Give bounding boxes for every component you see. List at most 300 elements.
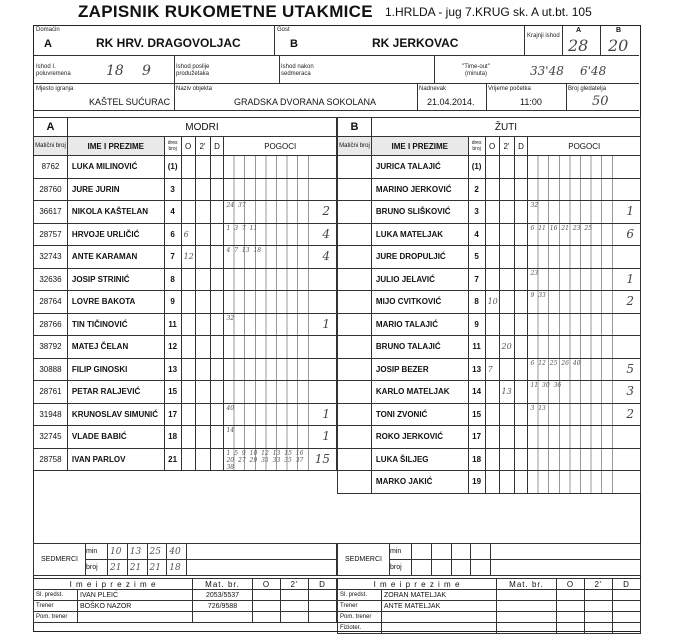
- name-header: IME I PREZIME: [371, 137, 468, 156]
- player-row: [34, 448, 337, 471]
- player-suspension: [499, 426, 514, 449]
- sedmerci-home-min-2: 13: [127, 544, 147, 560]
- player-suspension: [499, 223, 514, 246]
- player-goals: [224, 313, 337, 336]
- player-licence: [338, 201, 372, 224]
- player-disqualification: [210, 403, 224, 426]
- player-row: [338, 336, 641, 359]
- player-warning: [485, 223, 499, 246]
- player-number: 3: [164, 178, 181, 201]
- player-row: [338, 291, 641, 314]
- timeout-b: 6'48: [580, 64, 607, 78]
- player-disqualification: [514, 358, 528, 381]
- official-mat: 2053/5537: [193, 590, 253, 601]
- guest-roster-table: [337, 117, 641, 494]
- player-suspension: [195, 336, 210, 359]
- player-warning: 12: [181, 246, 195, 269]
- broj-label: broj: [86, 560, 108, 576]
- player-goals: [528, 448, 641, 471]
- player-licence: [338, 358, 372, 381]
- player-goals: [528, 403, 641, 426]
- final-score-b: 20: [608, 36, 629, 55]
- player-name: JOSIP BEZER: [371, 358, 468, 381]
- player-name: MARKO JAKIĆ: [371, 471, 468, 494]
- player-warning: [181, 381, 195, 404]
- player-number: 3: [468, 201, 485, 224]
- player-name: PETAR RALJEVIĆ: [67, 381, 164, 404]
- officials-d-header: D: [309, 579, 337, 590]
- guest-sedmerci-table: [337, 543, 641, 576]
- goal-total: 15: [314, 451, 330, 466]
- sedmerci-home-min-4: 40: [167, 544, 187, 560]
- player-disqualification: [210, 178, 224, 201]
- first-half-b: 9: [142, 63, 151, 79]
- player-goals: [528, 426, 641, 449]
- sedmerci-label: SEDMERCI: [338, 544, 390, 576]
- player-licence: 30888: [34, 358, 68, 381]
- player-number: 7: [164, 246, 181, 269]
- player-number: 18: [468, 448, 485, 471]
- team-b-letter: B: [338, 118, 372, 137]
- player-name: JURE JURIN: [67, 178, 164, 201]
- player-suspension: [195, 313, 210, 336]
- player-name: FILIP GINOSKI: [67, 358, 164, 381]
- final-a-letter: A: [576, 27, 582, 34]
- goals-header: POGOCI: [224, 137, 337, 156]
- player-disqualification: [514, 426, 528, 449]
- player-name: LUKA MATELJAK: [371, 223, 468, 246]
- o-header: O: [485, 137, 499, 156]
- goal-minutes: 14: [226, 427, 235, 434]
- player-number: 19: [468, 471, 485, 494]
- player-suspension: [195, 358, 210, 381]
- player-disqualification: [514, 223, 528, 246]
- goals-header: POGOCI: [528, 137, 641, 156]
- d-header: D: [514, 137, 528, 156]
- first-half-label: Ishod I. poluvremena: [36, 64, 71, 77]
- broj-label: broj: [390, 560, 412, 576]
- player-goals: [528, 471, 641, 494]
- player-warning: [181, 201, 195, 224]
- player-disqualification: [514, 178, 528, 201]
- goal-minutes: 11 30 36: [530, 382, 562, 389]
- player-suspension: [499, 201, 514, 224]
- player-name: TIN TIČINOVIĆ: [67, 313, 164, 336]
- player-row: [338, 223, 641, 246]
- place-value: KAŠTEL SUĆURAC: [89, 97, 171, 107]
- player-row: [338, 313, 641, 336]
- player-name: MARIO TALAJIĆ: [371, 313, 468, 336]
- min-label: min: [390, 544, 412, 560]
- player-row: [338, 448, 641, 471]
- goal-total: 1: [626, 204, 634, 218]
- sedmerci-home-broj-3: 21: [147, 560, 167, 576]
- player-disqualification: [210, 201, 224, 224]
- sedmerci-home-broj-4: 18: [167, 560, 187, 576]
- player-name: HRVOJE URLIČIĆ: [67, 223, 164, 246]
- player-warning: [485, 403, 499, 426]
- goal-total: 1: [626, 271, 634, 286]
- goal-minutes: 40: [226, 404, 235, 412]
- player-number: 15: [468, 403, 485, 426]
- player-suspension: 13: [499, 381, 514, 404]
- player-disqualification: [514, 246, 528, 269]
- final-score-a: 28: [568, 36, 589, 55]
- player-goals: [224, 403, 337, 426]
- player-disqualification: [210, 448, 224, 471]
- goal-minutes: 1 5 9 10 12 13 15 16 20 27 29 35 33 35 37 38: [226, 449, 304, 471]
- player-warning: [485, 246, 499, 269]
- player-number: 17: [468, 426, 485, 449]
- place-label: Mjesto igranja: [36, 86, 74, 92]
- guest-label: Gost: [277, 27, 290, 33]
- goal-minutes: 6 12 25 26 40: [530, 359, 581, 367]
- player-goals: [528, 336, 641, 359]
- home-letter: A: [44, 38, 52, 50]
- home-label: Domaćin: [36, 27, 60, 33]
- player-name: MIJO CVITKOVIĆ: [371, 291, 468, 314]
- official-role: Fizioter.: [338, 623, 382, 634]
- official-role: Trener: [34, 601, 78, 612]
- player-disqualification: [210, 156, 224, 179]
- player-licence: 8762: [34, 156, 68, 179]
- player-row: [34, 201, 337, 224]
- player-suspension: [499, 246, 514, 269]
- player-disqualification: [514, 471, 528, 494]
- goal-minutes: 9 33: [530, 292, 546, 299]
- player-warning: [181, 336, 195, 359]
- player-goals: [224, 358, 337, 381]
- player-number: 9: [164, 291, 181, 314]
- player-number: 21: [164, 448, 181, 471]
- player-row: [338, 201, 641, 224]
- player-disqualification: [210, 313, 224, 336]
- sedmerci-label: SEDMERCI: [34, 544, 86, 576]
- home-roster-table: [33, 117, 337, 471]
- venue-object-value: GRADSKA DVORANA SOKOLANA: [234, 97, 377, 107]
- player-licence: [338, 223, 372, 246]
- sedmerci-home-min-3: 25: [147, 544, 167, 560]
- official-role: Pom. trener: [34, 612, 78, 623]
- player-row: [34, 381, 337, 404]
- goal-minutes: 23: [530, 269, 539, 277]
- player-number: 12: [164, 336, 181, 359]
- o-header: O: [181, 137, 195, 156]
- player-disqualification: [210, 426, 224, 449]
- player-row: [338, 471, 641, 494]
- player-licence: [338, 178, 372, 201]
- start-time-value: 11:00: [520, 97, 542, 107]
- player-warning: 7: [485, 358, 499, 381]
- player-goals: [224, 426, 337, 449]
- player-goals: [224, 246, 337, 269]
- goal-minutes: 1 3 7 11: [226, 224, 258, 232]
- player-name: LUKA ŠILJEG: [371, 448, 468, 471]
- player-warning: [485, 313, 499, 336]
- player-warning: [181, 156, 195, 179]
- player-disqualification: [514, 156, 528, 179]
- guest-team-name: RK JERKOVAC: [372, 36, 459, 50]
- spectators-label: Broj gledatelja: [568, 86, 607, 92]
- player-licence: [338, 381, 372, 404]
- player-disqualification: [514, 201, 528, 224]
- player-row: [34, 246, 337, 269]
- player-name: JULIO JELAVIĆ: [371, 268, 468, 291]
- player-suspension: [499, 156, 514, 179]
- player-suspension: [195, 201, 210, 224]
- player-goals: [224, 448, 337, 471]
- player-warning: 10: [485, 291, 499, 314]
- player-goals: [224, 223, 337, 246]
- player-suspension: [195, 156, 210, 179]
- player-goals: [528, 358, 641, 381]
- player-warning: [181, 448, 195, 471]
- player-goals: [224, 178, 337, 201]
- player-name: VLADE BABIĆ: [67, 426, 164, 449]
- licence-header: Matični broj: [34, 137, 68, 156]
- player-number: 4: [468, 223, 485, 246]
- player-row: [34, 178, 337, 201]
- player-number: (1): [164, 156, 181, 179]
- guest-letter: B: [290, 38, 298, 50]
- player-suspension: [499, 358, 514, 381]
- player-disqualification: [514, 403, 528, 426]
- player-suspension: [195, 448, 210, 471]
- player-number: 17: [164, 403, 181, 426]
- player-number: 11: [468, 336, 485, 359]
- player-licence: 31948: [34, 403, 68, 426]
- player-warning: [181, 403, 195, 426]
- player-disqualification: [514, 268, 528, 291]
- venue-object-label: Naziv objekta: [176, 86, 213, 92]
- player-licence: [338, 313, 372, 336]
- official-name: BOŠKO NAZOR: [78, 601, 193, 612]
- player-suspension: [499, 291, 514, 314]
- player-row: [34, 426, 337, 449]
- player-row: [338, 268, 641, 291]
- first-half-a: 18: [106, 63, 124, 79]
- officials-name-header: I m e i p r e z i m e: [338, 579, 497, 590]
- player-suspension: [195, 246, 210, 269]
- official-role: Pom. trener: [338, 612, 382, 623]
- player-licence: 38792: [34, 336, 68, 359]
- player-warning: [485, 448, 499, 471]
- player-licence: [338, 291, 372, 314]
- home-team-name: RK HRV. DRAGOVOLJAC: [96, 36, 241, 50]
- goal-total: 5: [626, 361, 634, 376]
- match-info: 1.HRLDA - jug 7.KRUG sk. A ut.bt. 105: [385, 5, 592, 19]
- player-suspension: [195, 403, 210, 426]
- player-suspension: [499, 448, 514, 471]
- min-label: min: [86, 544, 108, 560]
- goal-total: 1: [322, 316, 330, 331]
- player-warning: [485, 268, 499, 291]
- player-warning: [181, 268, 195, 291]
- player-suspension: [195, 178, 210, 201]
- player-number: 4: [164, 201, 181, 224]
- official-role: Sl. predst.: [34, 590, 78, 601]
- player-licence: 28757: [34, 223, 68, 246]
- official-name: ANTE MATELJAK: [382, 601, 497, 612]
- player-name: JURE DROPULJIĆ: [371, 246, 468, 269]
- player-suspension: [499, 403, 514, 426]
- player-warning: [485, 471, 499, 494]
- player-name: BRUNO TALAJIĆ: [371, 336, 468, 359]
- player-licence: 36617: [34, 201, 68, 224]
- goal-total: 4: [322, 249, 330, 263]
- player-number: 2: [468, 178, 485, 201]
- player-goals: [224, 156, 337, 179]
- player-licence: 28758: [34, 448, 68, 471]
- player-suspension: [195, 426, 210, 449]
- guest-officials-table: [337, 578, 641, 634]
- player-row: [338, 403, 641, 426]
- officials-mat-header: Mat. br.: [193, 579, 253, 590]
- player-goals: [224, 381, 337, 404]
- player-licence: [338, 426, 372, 449]
- player-goals: [528, 291, 641, 314]
- team-b-color: ŽUTI: [371, 118, 640, 137]
- player-disqualification: [514, 291, 528, 314]
- goal-total: 2: [322, 204, 330, 218]
- player-number: 18: [164, 426, 181, 449]
- player-suspension: [195, 381, 210, 404]
- home-officials-table: [33, 578, 337, 623]
- player-licence: 28764: [34, 291, 68, 314]
- player-row: [34, 313, 337, 336]
- player-licence: [338, 336, 372, 359]
- name-header: IME I PREZIME: [67, 137, 164, 156]
- timeout-label: "Time-out" (minuta): [462, 64, 490, 77]
- player-licence: 28766: [34, 313, 68, 336]
- player-goals: [528, 156, 641, 179]
- player-licence: 32745: [34, 426, 68, 449]
- timeout-a: 33'48: [530, 64, 564, 78]
- shootout-label: Ishod nakon sedmeraca: [281, 64, 314, 77]
- home-sedmerci-table: [33, 543, 337, 576]
- player-row: [34, 358, 337, 381]
- date-label: Nadnevak: [419, 86, 447, 92]
- player-suspension: 20: [499, 336, 514, 359]
- sedmerci-home-broj-1: 21: [108, 560, 128, 576]
- player-number: 15: [164, 381, 181, 404]
- official-name: ZORAN MATELJAK: [382, 590, 497, 601]
- player-licence: 28761: [34, 381, 68, 404]
- player-row: [338, 246, 641, 269]
- player-row: [338, 381, 641, 404]
- player-licence: 28760: [34, 178, 68, 201]
- player-row: [34, 291, 337, 314]
- player-number: 6: [164, 223, 181, 246]
- date-value: 21.04.2014.: [427, 97, 475, 107]
- player-warning: [181, 426, 195, 449]
- goal-minutes: 24 37: [226, 202, 246, 209]
- player-licence: [338, 246, 372, 269]
- player-licence: [338, 403, 372, 426]
- official-name: IVAN PLEIĆ: [78, 590, 193, 601]
- player-disqualification: [210, 268, 224, 291]
- player-name: ANTE KARAMAN: [67, 246, 164, 269]
- d-header: D: [210, 137, 224, 156]
- player-number: 5: [468, 246, 485, 269]
- two-min-header: 2': [195, 137, 210, 156]
- player-disqualification: [210, 223, 224, 246]
- goal-total: 2: [626, 406, 634, 421]
- number-header: dres broj: [468, 137, 485, 156]
- document-title: ZAPISNIK RUKOMETNE UTAKMICE: [78, 2, 373, 21]
- goal-total: 1: [322, 406, 330, 421]
- player-row: [338, 358, 641, 381]
- team-a-letter: A: [34, 118, 68, 137]
- player-row: [34, 156, 337, 179]
- player-disqualification: [210, 291, 224, 314]
- two-min-header: 2': [499, 137, 514, 156]
- player-warning: [181, 178, 195, 201]
- player-licence: 32636: [34, 268, 68, 291]
- official-role: Trener: [338, 601, 382, 612]
- player-licence: 32743: [34, 246, 68, 269]
- player-suspension: [195, 268, 210, 291]
- player-number: 8: [468, 291, 485, 314]
- goal-total: 4: [322, 226, 330, 241]
- final-b-letter: B: [616, 27, 622, 34]
- player-name: ROKO JERKOVIĆ: [371, 426, 468, 449]
- goal-total: 3: [626, 384, 634, 398]
- player-number: 13: [164, 358, 181, 381]
- player-goals: [528, 313, 641, 336]
- player-disqualification: [210, 336, 224, 359]
- player-goals: [224, 336, 337, 359]
- number-header: dres broj: [164, 137, 181, 156]
- player-row: [34, 223, 337, 246]
- goal-minutes: 32: [530, 202, 539, 209]
- player-goals: [528, 246, 641, 269]
- player-goals: [224, 201, 337, 224]
- goal-minutes: 6 11 16 21 23 25: [530, 224, 593, 232]
- player-disqualification: [514, 313, 528, 336]
- player-row: [338, 426, 641, 449]
- player-name: LOVRE BAKOTA: [67, 291, 164, 314]
- officials-two-header: 2': [281, 579, 309, 590]
- player-goals: [528, 178, 641, 201]
- player-warning: [181, 358, 195, 381]
- player-suspension: [499, 471, 514, 494]
- player-name: MARINO JERKOVIĆ: [371, 178, 468, 201]
- player-disqualification: [514, 381, 528, 404]
- player-name: LUKA MILINOVIĆ: [67, 156, 164, 179]
- player-suspension: [499, 313, 514, 336]
- player-suspension: [499, 178, 514, 201]
- goal-minutes: 4 7 13 18: [226, 247, 262, 254]
- player-warning: [485, 156, 499, 179]
- player-number: 11: [164, 313, 181, 336]
- player-licence: [338, 156, 372, 179]
- player-disqualification: [210, 358, 224, 381]
- player-warning: [485, 426, 499, 449]
- player-disqualification: [210, 246, 224, 269]
- player-warning: [485, 381, 499, 404]
- player-name: JOSIP STRINIĆ: [67, 268, 164, 291]
- extra-time-label: Ishod poslije produžetaka: [176, 64, 210, 77]
- player-licence: [338, 268, 372, 291]
- player-licence: [338, 448, 372, 471]
- licence-header: Matični broj: [338, 137, 372, 156]
- player-number: (1): [468, 156, 485, 179]
- sedmerci-home-broj-2: 21: [127, 560, 147, 576]
- goal-total: 1: [322, 429, 330, 443]
- goal-total: 6: [626, 226, 634, 241]
- player-number: 8: [164, 268, 181, 291]
